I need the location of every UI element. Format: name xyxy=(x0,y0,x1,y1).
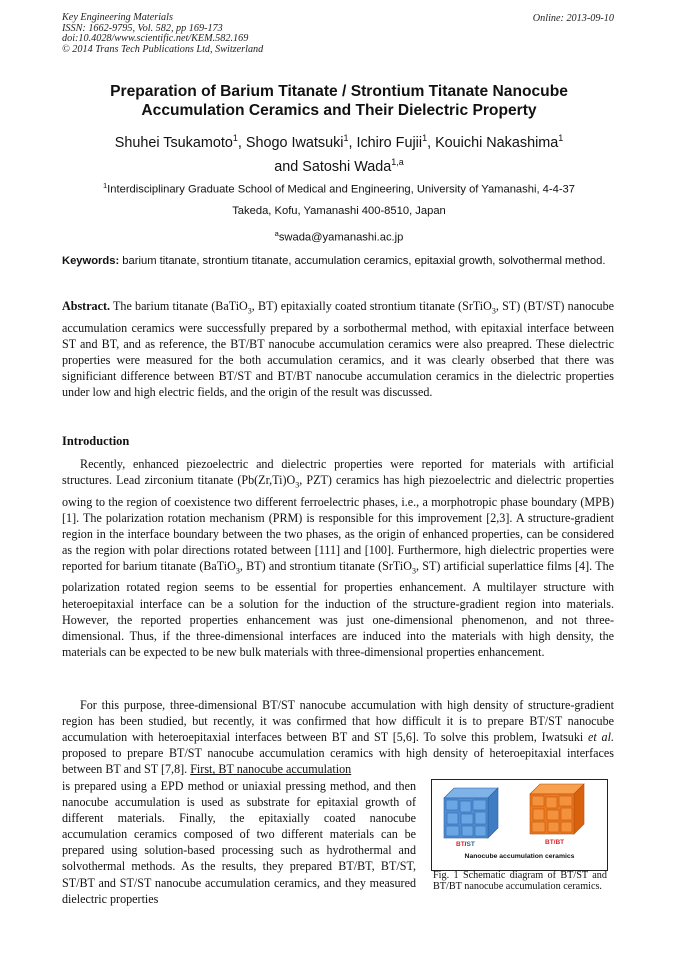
affiliation xyxy=(62,175,616,249)
figure-label-bt-st: BT/ST xyxy=(456,841,475,848)
affiliation-line-1: $^1$Interdisciplinary Graduate School of Medical and Engineering, University of Yamanashi, 4-4-37 xyxy=(102,181,576,196)
journal-copyright: © 2014 Trans Tech Publications Ltd, Switzerland xyxy=(62,43,264,55)
authors-line-1: Shuhei Tsukamoto$^1$, Shogo Iwatsuki$^1$, Ichiro Fujii$^1$, Kouichi Nakashima$^1$ xyxy=(114,133,564,151)
keywords-label: Keywords: xyxy=(62,255,120,267)
introduction-paragraph-2: For this purpose, three-dimensional BT/ST nanocube accumulation with high density of structure-gradient region has been studied, but recently, it was confirmed that how difficult it is to prepare BT/ST nanocube accumulation with heteroepitaxial interfaces between BT and ST [5,6]. To solve this problem, Iwatsuki et al. proposed to prepare BT/ST nanocube accumulation ceramics with high density of heteroepitaxial interfaces between BT and ST [7,8]. First, BT nanocube accumulation xyxy=(62,698,614,777)
section-heading-introduction: Introduction xyxy=(62,434,130,448)
author-email: $^a$swada@yamanashi.ac.jp xyxy=(274,228,404,244)
abstract-label: Abstract. xyxy=(62,299,111,313)
journal-doi: doi:10.4028/www.scientific.net/KEM.582.169 xyxy=(62,33,249,45)
author-3: Ichiro Fujii xyxy=(356,134,423,151)
figure-subtitle: Nanocube accumulation ceramics xyxy=(464,853,575,860)
journal-header xyxy=(62,13,263,55)
author-list xyxy=(62,129,616,177)
bt-bt-cube xyxy=(530,784,584,834)
paper-title xyxy=(62,82,616,120)
figure-1 xyxy=(431,779,608,871)
abstract: Abstract. The barium titanate (BaTiO$_3$, BT) epitaxially coated strontium titanate (SrTiO$_3$, ST) (BT/ST) nanocube accumulation ceramics were successfully prepared by a sorbothermal method, with epitaxial interface between ST and BT, and as reference, the BT/BT nanocube accumulation ceramics were also preapred. These dielectric properties were measured for the both accumulation ceramics, and it was clearly obserbed that there was significiant difference between BT/ST and BT/BT nanocube accumulation ceramics in the dielectric properties under low and high electric fields, and the origin of the result was discussed. xyxy=(62,299,614,399)
introduction-paragraph-2-continued: is prepared using a EPD method or uniaxial pressing method, and then nanocube accumulation is used as substrate for epitaxial growth of different materials. Finally, the epitaxially coated nanocube accumulation ceramics composed of two different materials can be prepared using solution-based processing such as hydrothermal and solvothermal methods. As the results, they prepared BT/BT, BT/ST, ST/BT and ST/ST nanocube accumulation ceramics, and they measured dielectric properties xyxy=(62,779,416,906)
keywords xyxy=(62,254,614,268)
keywords-text: barium titanate, strontium titanate, accumulation ceramics, epitaxial growth, solvothermal method. xyxy=(119,255,606,267)
introduction-paragraph-1: Recently, enhanced piezoelectric and dielectric properties were reported for materials with artificial structures. Lead zirconium titanate ($Pb(Zr,Ti)O_3$, PZT) ceramics has high piezoelectric and dielectric properties owing to the region of coexistence two different ferroelectric phases, i.e., a morphotropic phase boundary (MPB) [1]. The polarization rotation mechanism (PRM) is responsible for this improvement [2,3]. A structure-gradient region in the interface boundary between the two phases, as the origin of enhanced properties, can be considered as the region with polar directions rotated between [111] and [100]. Furthermore, high dielectric properties were reported for barium titanate (BaTiO$_3$, BT) and strontium titanate (SrTiO$_3$, ST) artificial superlattice films [4]. The polarization rotated region seems to be essential for properties enhancement. A multilayer structure with heteroepitaxial interface can be a solution for the induction of the structure-gradient region into materials. However, the reported properties enhancement was just one-dimensional phenomenon, and not three-dimensional. Thus, if the three-dimensional interfaces are induced into the materials with high density, the materials can be expected to be new bulk materials with three-dimensional properties enhancement. xyxy=(62,457,615,659)
title-line-2: Accumulation Ceramics and Their Dielectric Property xyxy=(141,102,537,119)
figure-1-caption: Fig. 1 Schematic diagram of BT/ST and BT/BT nanocube accumulation ceramics. xyxy=(433,870,607,892)
affiliation-line-2: Takeda, Kofu, Yamanashi 400-8510, Japan xyxy=(232,205,446,218)
bt-st-cube xyxy=(444,788,498,838)
figure-label-bt-bt: BT/BT xyxy=(545,839,565,846)
online-date: Online: 2013-09-10 xyxy=(532,13,614,24)
journal-issn: ISSN: 1662-9795, Vol. 582, pp 169-173 xyxy=(62,22,223,34)
journal-name: Key Engineering Materials xyxy=(62,12,173,23)
title-line-1: Preparation of Barium Titanate / Strontium Titanate Nanocube xyxy=(110,83,568,100)
author-2: Shogo Iwatsuki xyxy=(245,134,344,151)
author-4: Kouichi Nakashima xyxy=(435,134,559,151)
author-1: Shuhei Tsukamoto xyxy=(114,134,233,151)
author-5: Satoshi Wada xyxy=(302,158,392,175)
authors-line-2: and Satoshi Wada$^{1,a}$ xyxy=(274,156,404,175)
